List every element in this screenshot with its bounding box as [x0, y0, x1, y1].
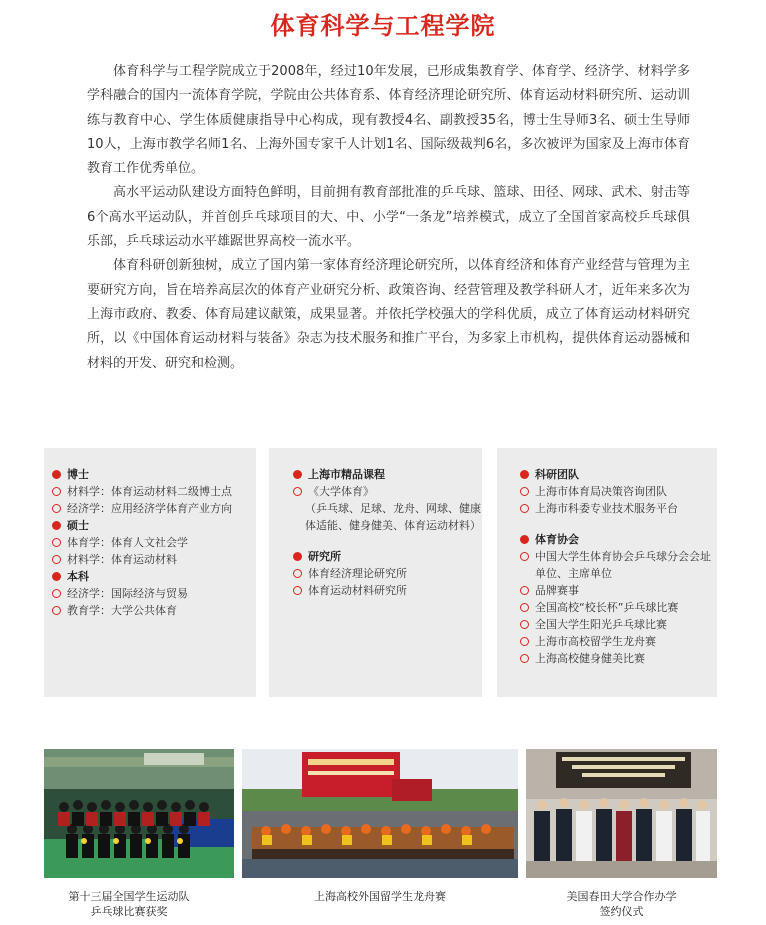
solid-bullet-icon	[520, 535, 529, 544]
solid-bullet-icon	[52, 572, 61, 581]
hollow-bullet-icon	[293, 569, 302, 578]
page-title: 体育科学与工程学院	[270, 12, 496, 40]
photo-caption: 美国春田大学合作办学 签约仪式	[566, 890, 677, 918]
course-detail: （乒乓球、足球、龙舟、网球、健康体适能、健身健美、体育运动材料）	[305, 502, 481, 532]
list-item: 教育学：大学公共体育	[52, 602, 256, 619]
list-item: 博士	[52, 466, 256, 483]
list-item: 中国大学生体育协会乒乓球分会会址单位、主席单位	[520, 548, 717, 582]
section-heading: 上海市精品课程	[293, 466, 482, 483]
photo-caption: 上海高校外国留学生龙舟赛	[314, 890, 446, 903]
hollow-bullet-icon	[52, 487, 61, 496]
list-item: 全国高校“校长杯”乒乓球比赛	[520, 599, 717, 616]
solid-bullet-icon	[52, 470, 61, 479]
research-panel	[497, 448, 717, 697]
list-item: 材料学：体育运动材料二级博士点	[52, 483, 256, 500]
section-heading: 科研团队	[520, 466, 717, 483]
hollow-bullet-icon	[52, 555, 61, 564]
list-item: 体育运动材料研究所	[293, 582, 482, 599]
list-item: 体育学：体育人文社会学	[52, 534, 256, 551]
dragon-boat-photo-icon	[242, 749, 518, 878]
section-heading: 体育协会	[520, 531, 717, 548]
hollow-bullet-icon	[520, 654, 529, 663]
solid-bullet-icon	[520, 470, 529, 479]
photo-signing-ceremony	[526, 749, 717, 878]
solid-bullet-icon	[293, 470, 302, 479]
hollow-bullet-icon	[293, 586, 302, 595]
photo-table-tennis-team	[44, 749, 234, 878]
solid-bullet-icon	[52, 521, 61, 530]
list-item: 体育经济理论研究所	[293, 565, 482, 582]
list-item: 上海市高校留学生龙舟赛	[520, 633, 717, 650]
list-item: 经济学：应用经济学体育产业方向	[52, 500, 256, 517]
programs-panel	[44, 448, 256, 697]
intro-paragraph: 体育科学与工程学院成立于2008年，经过10年发展，已形成集教育学、体育学、经济学、材料学多学科融合的国内一流体育学院，学院由公共体育系、体育经济理论研究所、体育运动材料研究所、运动训练与教育中心、学生体质健康指导中心构成，现有教授4名、副教授35名，博士生导师3名、硕士生导师10人，上海市教学名师1名、上海外国专家千人计划1名、国际级裁判6名，多次被评为国家及上海市体育教育工作优秀单位。	[87, 64, 690, 177]
team-photo-icon	[44, 749, 234, 878]
hollow-bullet-icon	[520, 637, 529, 646]
list-item: 本科	[52, 568, 256, 585]
list-item: 上海高校健身健美比赛	[520, 650, 717, 667]
list-item: 经济学：国际经济与贸易	[52, 585, 256, 602]
list-item: 上海市体育局决策咨询团队	[520, 483, 717, 500]
list-item: 材料学：体育运动材料	[52, 551, 256, 568]
hollow-bullet-icon	[52, 504, 61, 513]
hollow-bullet-icon	[520, 620, 529, 629]
intro-text	[87, 60, 690, 376]
solid-bullet-icon	[293, 552, 302, 561]
hollow-bullet-icon	[52, 538, 61, 547]
section-heading: 研究所	[293, 548, 482, 565]
hollow-bullet-icon	[520, 586, 529, 595]
hollow-bullet-icon	[520, 552, 529, 561]
hollow-bullet-icon	[52, 606, 61, 615]
hollow-bullet-icon	[52, 589, 61, 598]
intro-paragraph: 体育科研创新独树，成立了国内第一家体育经济理论研究所，以体育经济和体育产业经营与管理为主要研究方向，旨在培养高层次的体育产业研究分析、政策咨询、经营管理及教学科研人才，近年来多次为上海市政府、教委、体育局建议献策，成果显著。并依托学校强大的学科优质，成立了体育运动材料研究所，以《中国体育运动材料与装备》杂志为技术服务和推广平台，为多家上市机构，提供体育运动器械和材料的开发、研究和检测。	[87, 258, 690, 371]
hollow-bullet-icon	[293, 487, 302, 496]
hollow-bullet-icon	[520, 603, 529, 612]
intro-paragraph: 高水平运动队建设方面特色鲜明，目前拥有教育部批准的乒乓球、篮球、田径、网球、武术、射击等6个高水平运动队，并首创乒乓球项目的大、中、小学“一条龙”培养模式，成立了全国首家高校乒乓球俱乐部，乒乓球运动水平雄踞世界高校一流水平。	[87, 185, 690, 250]
list-item: 硕士	[52, 517, 256, 534]
courses-panel	[269, 448, 482, 697]
photo-dragon-boat-race	[242, 749, 518, 878]
list-item: 上海市科委专业技术服务平台	[520, 500, 717, 517]
signing-photo-icon	[526, 749, 717, 878]
photo-caption: 第十三届全国学生运动队 乒乓球比赛获奖	[68, 890, 190, 918]
list-item: 全国大学生阳光乒乓球比赛	[520, 616, 717, 633]
hollow-bullet-icon	[520, 504, 529, 513]
list-item: 《大学体育》	[293, 483, 482, 500]
list-item: 品牌赛事	[520, 582, 717, 599]
hollow-bullet-icon	[520, 487, 529, 496]
